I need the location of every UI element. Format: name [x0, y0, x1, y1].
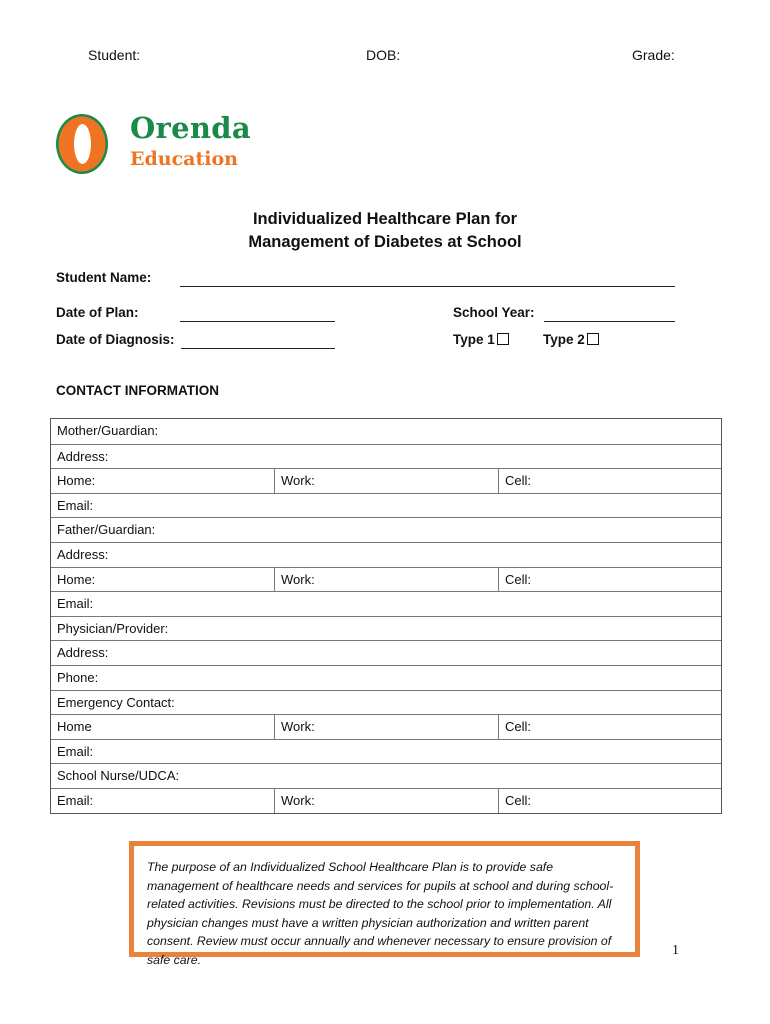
type1-option[interactable]	[453, 332, 509, 347]
school-year-field[interactable]	[544, 307, 675, 322]
address-cell[interactable]: Address:	[57, 448, 109, 464]
email-cell[interactable]: Email:	[57, 497, 94, 513]
table-row	[51, 517, 721, 542]
notice-text: The purpose of an Individualized School Healthcare Plan is to provide safe management of healthcare needs and services for pupils at school and during school-related activities. Revisions must be directed to the school prior to implementation. All physician changes must have a written physician authorization and written parent consent. Review must occur annually and whenever necessary to ensure provision of safe care.	[147, 860, 614, 967]
table-row	[51, 444, 721, 469]
date-of-diagnosis-field[interactable]	[181, 334, 335, 349]
cell-phone-cell[interactable]: Cell:	[505, 473, 532, 489]
emergency-contact-cell[interactable]: Emergency Contact:	[57, 694, 175, 710]
table-row	[51, 542, 721, 567]
type2-option[interactable]	[543, 332, 599, 347]
student-name-field[interactable]	[180, 272, 675, 287]
table-row	[51, 616, 721, 641]
address-cell[interactable]: Address:	[57, 546, 109, 562]
type1-label: Type 1	[453, 332, 495, 347]
page-number: 1	[672, 943, 679, 958]
student-name-label: Student Name:	[56, 270, 152, 285]
date-of-plan-label: Date of Plan:	[56, 305, 139, 320]
father-guardian-cell[interactable]: Father/Guardian:	[57, 522, 156, 538]
cell-phone-cell[interactable]: Cell:	[505, 792, 532, 808]
document-title-line1: Individualized Healthcare Plan for	[252, 210, 518, 228]
work-phone-cell[interactable]: Work:	[275, 715, 499, 739]
table-row	[51, 763, 721, 788]
table-row	[51, 591, 721, 616]
home-phone-cell[interactable]: Home	[51, 715, 275, 739]
grade-label: Grade:	[632, 47, 675, 63]
table-row	[51, 493, 721, 518]
type2-label: Type 2	[543, 332, 585, 347]
contact-table	[50, 418, 722, 814]
table-row	[51, 714, 721, 739]
table-row	[51, 788, 721, 813]
physician-provider-cell[interactable]: Physician/Provider:	[57, 620, 169, 636]
contact-information-heading: CONTACT INFORMATION	[56, 383, 219, 398]
logo-word-education: Education	[130, 148, 238, 170]
table-row	[51, 665, 721, 690]
work-phone-cell[interactable]: Work:	[275, 789, 499, 813]
table-row	[51, 567, 721, 592]
date-of-plan-field[interactable]	[180, 307, 335, 322]
table-row	[51, 468, 721, 493]
dob-label: DOB:	[366, 47, 401, 63]
notice-box	[129, 841, 640, 967]
home-phone-cell[interactable]: Home:	[51, 469, 275, 493]
school-year-label: School Year:	[453, 305, 535, 320]
cell-phone-cell[interactable]: Cell:	[505, 571, 532, 587]
phone-cell[interactable]: Phone:	[57, 669, 99, 685]
table-row	[51, 739, 721, 764]
cell-phone-cell[interactable]: Cell:	[505, 719, 532, 735]
table-row	[51, 690, 721, 715]
orenda-logo	[55, 113, 255, 175]
school-nurse-udca-cell[interactable]: School Nurse/UDCA:	[57, 768, 180, 784]
type1-checkbox[interactable]	[497, 333, 509, 345]
work-phone-cell[interactable]: Work:	[275, 469, 499, 493]
work-phone-cell[interactable]: Work:	[275, 568, 499, 592]
notice-inner	[133, 845, 636, 967]
table-row	[51, 640, 721, 665]
email-cell[interactable]: Email:	[57, 743, 94, 759]
date-of-diagnosis-label: Date of Diagnosis:	[56, 332, 175, 347]
address-cell[interactable]: Address:	[57, 645, 109, 661]
document-title-line2: Management of Diabetes at School	[248, 233, 522, 251]
student-label: Student:	[88, 47, 141, 63]
table-row	[51, 419, 721, 444]
home-phone-cell[interactable]: Home:	[51, 568, 275, 592]
email-cell[interactable]: Email:	[51, 789, 275, 813]
email-cell[interactable]: Email:	[57, 596, 94, 612]
type2-checkbox[interactable]	[587, 333, 599, 345]
logo-word-orenda: Orenda	[130, 111, 251, 145]
mother-guardian-cell[interactable]: Mother/Guardian:	[57, 423, 159, 438]
